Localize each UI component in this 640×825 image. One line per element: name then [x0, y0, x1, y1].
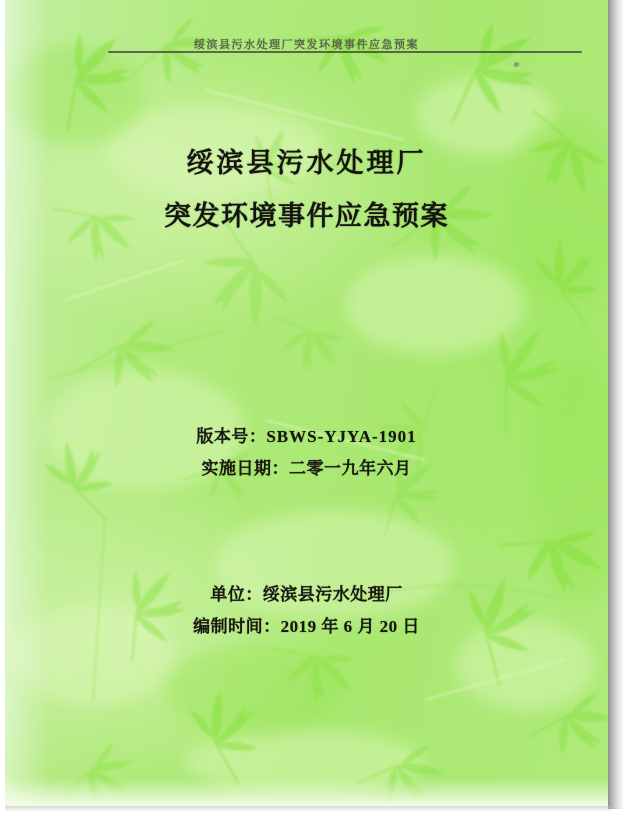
implementation-date-line [5, 459, 608, 478]
spine-highlight [5, 0, 51, 806]
cover-title-line-2: 突发环境事件应急预案 [164, 201, 449, 231]
compile-date-value: 2019 年 6 月 20 日 [280, 617, 420, 636]
implementation-date-label: 实施日期： [201, 459, 289, 478]
unit-label: 单位： [210, 585, 263, 604]
unit-value: 绥滨县污水处理厂 [262, 585, 403, 604]
version-label: 版本号： [196, 427, 267, 446]
compile-date-line [5, 617, 608, 636]
header-rule [108, 51, 582, 53]
running-header: 绥滨县污水处理厂突发环境事件应急预案 [194, 39, 419, 51]
version-value: SBWS-YJYA-1901 [266, 427, 417, 446]
cover-title [5, 149, 608, 230]
bottom-edge-shadow [5, 806, 611, 812]
scan-edge-shadow [608, 0, 624, 809]
implementation-date-value: 二零一九年六月 [289, 459, 412, 478]
cover-title-line-1: 绥滨县污水处理厂 [186, 148, 427, 178]
compile-date-label: 编制时间： [193, 617, 281, 636]
version-block [5, 427, 608, 478]
unit-line [5, 585, 608, 604]
version-line [5, 427, 608, 446]
footer-block [5, 585, 608, 636]
bottom-fade [5, 778, 608, 806]
paper-texture [5, 0, 608, 806]
cover-page [5, 0, 608, 806]
